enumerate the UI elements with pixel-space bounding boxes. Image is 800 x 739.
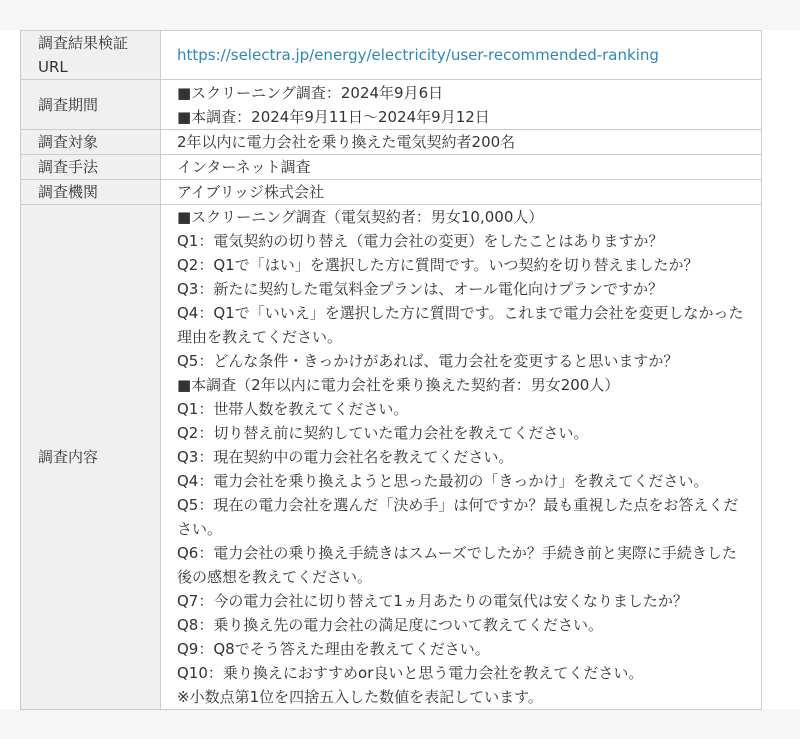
table-row-content [21,205,762,710]
content-line: Q3：新たに契約した電気料金プランは、オール電化向けプランですか？ [177,280,664,298]
content-line: Q4：Q1で「いいえ」を選択した方に質問です。これまで電力会社を変更しなかった理由を教えてください。 [177,304,744,346]
content-line: ■本調査（2年以内に電力会社を乗り換えた契約者：男女200人） [177,376,620,394]
content-line: Q2：Q1で「はい」を選択した方に質問です。いつ契約を切り替えましたか？ [177,256,699,274]
content-line: ■スクリーニング調査（電気契約者：男女10,000人） [177,208,544,226]
note-line: ※小数点第1位を四捨五入した数値を表記しています。 [177,688,543,706]
content-line: Q4：電力会社を乗り換えようと思った最初の「きっかけ」を教えてください。 [177,472,709,490]
content-line: Q5：どんな条件・きっかけがあれば、電力会社を変更すると思いますか？ [177,352,679,370]
row-value-target: 2年以内に電力会社を乗り換えた電気契約者200名 [161,130,762,155]
row-label-method: 調査手法 [21,155,161,180]
content-line: Q8：乗り換え先の電力会社の満足度について教えてください。 [177,616,604,634]
row-label-url: 調査結果検証URL [21,31,161,80]
table-row-period [21,80,762,130]
row-label-target: 調査対象 [21,130,161,155]
content-line: Q3：現在契約中の電力会社名を教えてください。 [177,448,514,466]
table-row-url [21,31,762,80]
row-value-method: インターネット調査 [161,155,762,180]
table-row-target [21,130,762,155]
row-value-period [161,80,762,130]
period-line: ■スクリーニング調査：2024年9月6日 [177,84,444,102]
content-line: Q5：現在の電力会社を選んだ「決め手」は何ですか？最も重視した点をお答えください。 [177,496,739,538]
table-row-method [21,155,762,180]
content-line: Q1：電気契約の切り替え（電力会社の変更）をしたことはありますか？ [177,232,664,250]
row-value-org: アイブリッジ株式会社 [161,180,762,205]
table-row-org [21,180,762,205]
period-line: ■本調査：2024年9月11日〜2024年9月12日 [177,108,490,126]
row-value-content [161,205,762,710]
row-label-content: 調査内容 [21,205,161,710]
survey-panel [0,30,800,709]
content-line: Q2：切り替え前に契約していた電力会社を教えてください。 [177,424,589,442]
survey-result-link[interactable]: https://selectra.jp/energy/electricity/user-recommended-ranking [177,46,659,64]
content-line: Q10：乗り換えにおすすめor良いと思う電力会社を教えてください。 [177,664,644,682]
content-line: Q6：電力会社の乗り換え手続きはスムーズでしたか？手続き前と実際に手続きした後の感想を教えてください。 [177,544,737,586]
row-label-org: 調査機関 [21,180,161,205]
content-line: Q7：今の電力会社に切り替えて1ヵ月あたりの電気代は安くなりましたか？ [177,592,688,610]
row-value-url [161,31,762,80]
row-label-period: 調査期間 [21,80,161,130]
content-line: Q9：Q8でそう答えた理由を教えてください。 [177,640,490,658]
content-line: Q1：世帯人数を教えてください。 [177,400,409,418]
survey-info-table [20,30,762,710]
